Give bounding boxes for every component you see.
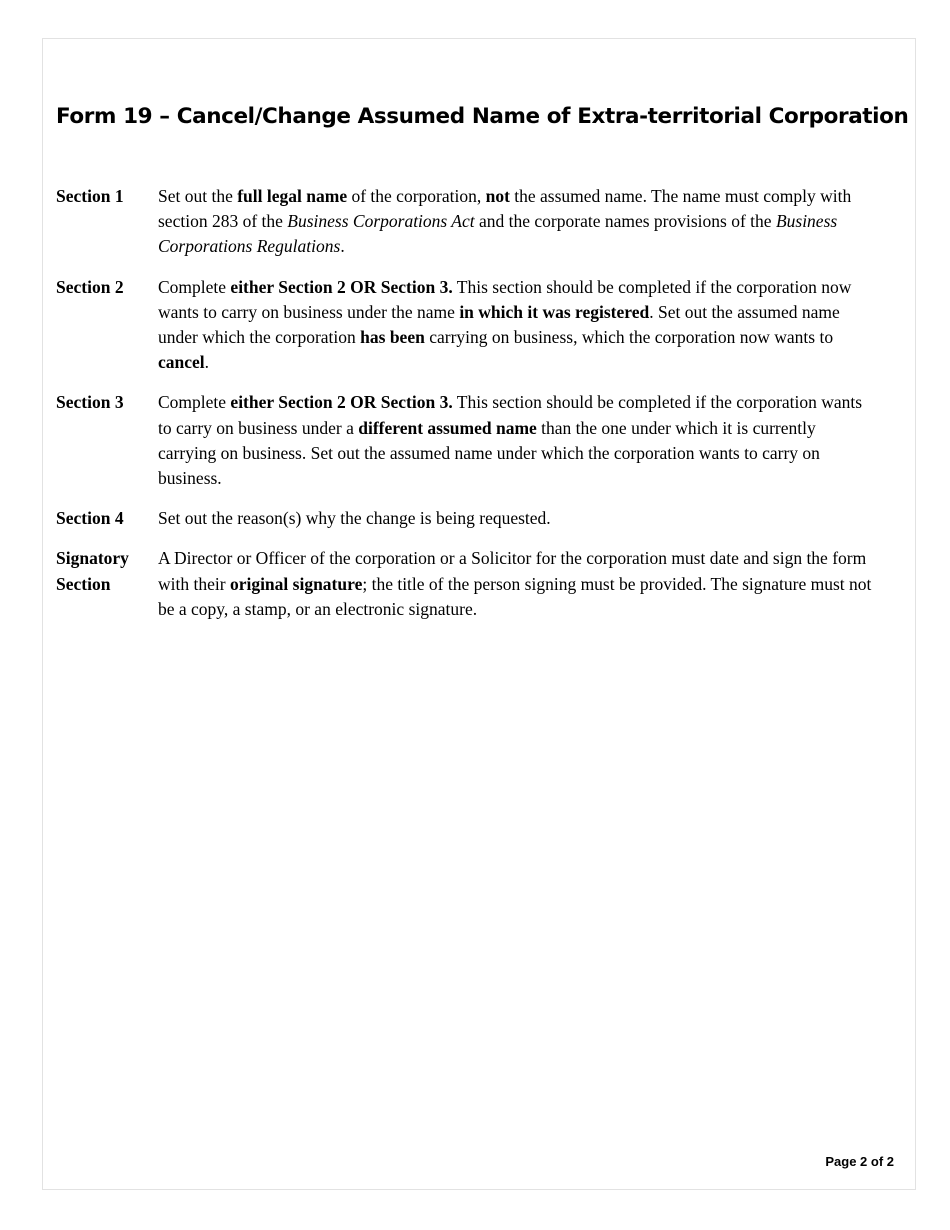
section-label: Signatory Section <box>56 548 129 594</box>
section-text: Complete either Section 2 OR Section 3. This section should be completed if the corporation now wants to carry on business under the name in which it was registered. Set out the assumed name under which the corporation has been carrying on business, which the corporation now wants to cancel. <box>158 276 852 373</box>
section-label: Section 1 <box>56 186 124 206</box>
section-text: A Director or Officer of the corporation or a Solicitor for the corporation must date and sign the form with their original signature; the title of the person signing must be provided. The signature must not be a copy, a stamp, or an electronic signature. <box>158 548 872 619</box>
section-row <box>56 275 876 376</box>
page-title: Form 19 – Cancel/Change Assumed Name of Extra-territorial Corporation <box>56 104 909 129</box>
section-row <box>56 184 876 260</box>
section-row <box>56 506 876 531</box>
section-text: Set out the reason(s) why the change is being requested. <box>158 508 551 529</box>
section-row <box>56 390 876 491</box>
section-label: Section 2 <box>56 276 124 297</box>
section-row <box>56 546 876 622</box>
section-label: Section 3 <box>56 392 124 413</box>
page-number: Page 2 of 2 <box>825 1154 894 1169</box>
section-label: Section 4 <box>56 508 124 529</box>
section-text: Set out the full legal name of the corporation, not the assumed name. The name must comply with section 283 of the Business Corporations Act and the corporate names provisions of the Business Corporations Regulations. <box>158 186 852 257</box>
section-text: Complete either Section 2 OR Section 3. This section should be completed if the corporation wants to carry on business under a different assumed name than the one under which it is currently carrying on business. Set out the assumed name under which the corporation wants to carry on business. <box>158 392 863 489</box>
instructions-list <box>56 184 876 637</box>
